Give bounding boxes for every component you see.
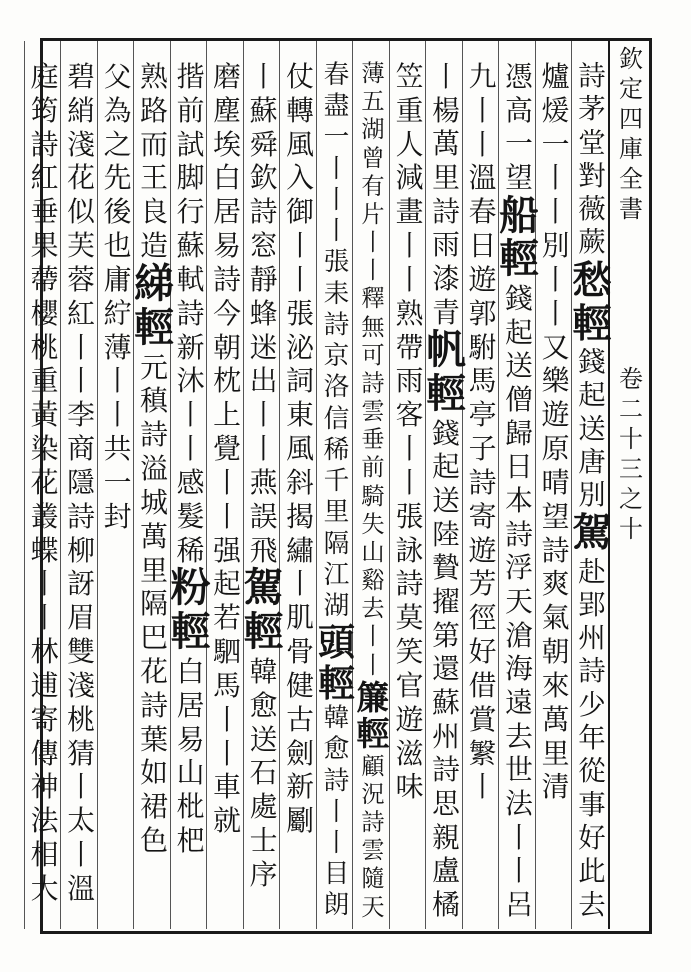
text-column: 熟 路 而 王 良 造 綈 輕 元 稹 詩 溢 城 萬 里 隔 巴 花 詩 葉 如 裙 色 [134,60,174,858]
text-column: 薄 五 湖 曾 有 片 丨 丨 釋 無 可 詩 雲 垂 前 騎 失 山 谿 去 丨 丨 簾 輕 顧 況 詩 雲 隨 天 [356,60,390,921]
text-column: 父 為 之 先 後 也 庸 紵 薄 丨 丨 共 一 封 [103,60,132,533]
book-title: 欽 定 四 庫 全 書 [619,45,643,223]
text-column: 磨 塵 埃 白 居 易 詩 今 朝 枕 上 覺 丨 丨 强 起 若 駟 馬 丨 丨 車 就 [213,60,241,838]
header-column [610,44,652,930]
text-column: 憑 高 一 望 船 輕 錢 起 送 僧 歸 日 本 詩 浮 天 滄 海 遠 去 世 法 丨 丨 呂 [499,60,539,921]
text-column: 爐 煖 一 丨 丨 別 丨 丨 又 樂 遊 原 晴 望 詩 爽 氣 朝 來 萬 里 清 [541,60,570,804]
text-column: 丨 楊 萬 里 詩 雨 漆 青 帆 輕 錢 起 送 陸 贄 擢 第 還 蘇 州 詩 思 親 盧 橘 [426,60,466,921]
text-column: 庭 筠 詩 紅 垂 果 蔕 櫻 桃 重 黃 染 花 叢 蝶 丨 丨 林 逋 寄 傳 神 法 相 大 [30,60,59,905]
volume-label: 卷 二 十 三 之 十 [619,365,643,543]
text-column: 詩 茅 堂 對 薇 蕨 愁 輕 錢 起 送 唐 別 駕 赴 郢 州 詩 少 年 從 事 好 此 去 [572,61,612,921]
column-rule [24,41,25,929]
text-column: 笠 重 人 減 畫 丨 丨 熟 帶 雨 客 丨 丨 張 詠 詩 莫 笑 官 遊 滋 味 [395,60,424,804]
text-column: 丨 蘇 舜 欽 詩 窓 靜 蜂 迷 出 丨 丨 燕 誤 飛 駕 輕 韓 愈 送 石 處 士 序 [243,60,284,891]
text-column: 碧 綃 淺 花 似 芙 蓉 紅 丨 丨 李 商 隱 詩 柳 訝 眉 雙 淺 桃 猜 丨 太 丨 溫 [67,60,95,905]
text-column: 春 盡 一 丨 丨 丨 張 耒 詩 京 洛 信 稀 千 里 隔 江 湖 頭 輕 韓 愈 詩 丨 丨 目 朗 [318,60,355,921]
text-column: 九 丨 丨 溫 春 日 遊 郭 駙 馬 亭 子 詩 寄 遊 芳 徑 好 借 賞 䌓 丨 [468,60,497,804]
text-column: 仗 轉 風 入 御 丨 丨 張 泌 詞 東 風 斜 揭 繡 丨 肌 骨 健 古 劍 新 劚 [286,60,314,838]
text-column: 揩 前 試 脚 行 蘇 軾 詩 新 沐 丨 丨 感 髮 稀 粉 輕 白 居 易 山 枇 杷 [170,60,211,858]
